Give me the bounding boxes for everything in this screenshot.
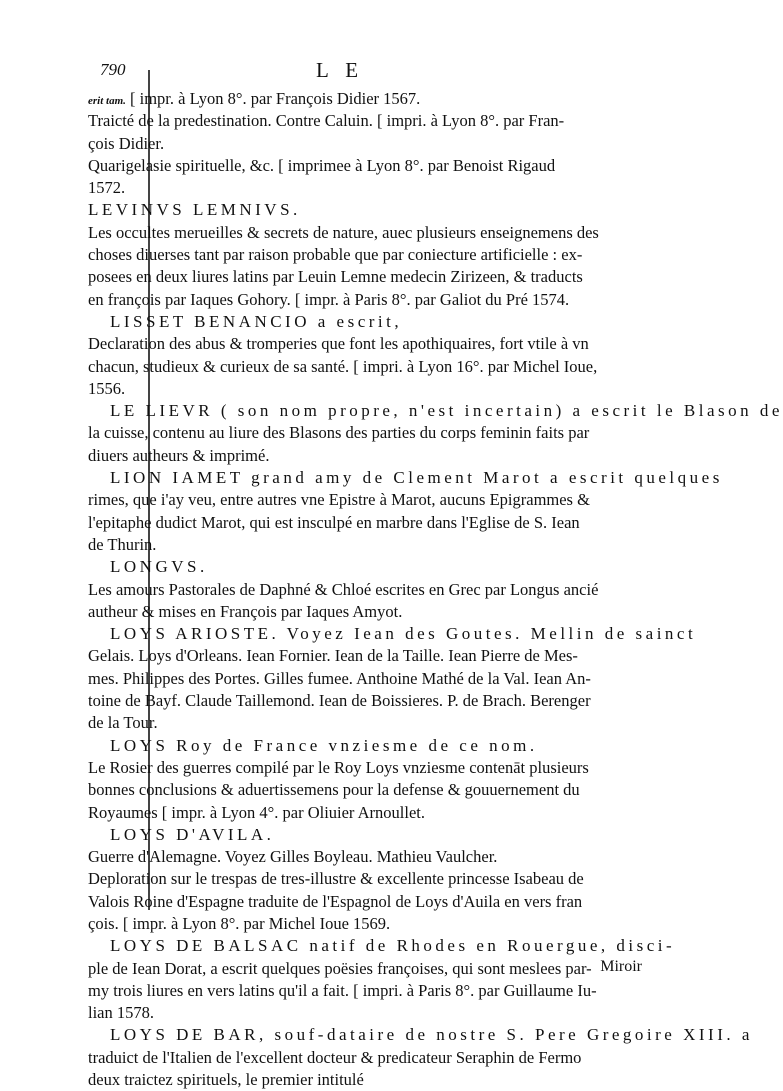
line-text: l'epitaphe dudict Marot, qui est insculpé en marbre dans l'Eglise de S. Iean	[88, 512, 580, 532]
line-text: de Thurin.	[88, 534, 157, 554]
text-line	[88, 289, 622, 311]
text-line	[88, 445, 622, 467]
line-text: LOYS D'AVILA.	[110, 824, 275, 844]
entry-heading	[88, 735, 622, 757]
entry-heading	[88, 199, 622, 221]
text-line	[88, 690, 622, 712]
line-text: deux traictez spirituels, le premier intitulé	[88, 1070, 364, 1090]
line-text: [ impr. à Lyon 8°. par François Didier 1567.	[130, 89, 421, 108]
line-text: Valois Roine d'Espagne traduite de l'Espagnol de Loys d'Auila en vers fran	[88, 891, 583, 911]
text-line	[88, 1002, 622, 1024]
line-text: Les amours Pastorales de Daphné & Chloé escrites en Grec par Longus ancié	[88, 579, 599, 599]
text-line	[88, 378, 622, 400]
line-text: LOYS Roy de France vnziesme de ce nom.	[110, 735, 538, 755]
line-text: traduict de l'Italien de l'excellent docteur & predicateur Seraphin de Fermo	[88, 1047, 582, 1067]
line-text: 1556.	[88, 378, 126, 398]
text-line	[88, 913, 622, 935]
text-line	[88, 155, 622, 177]
line-text: la cuisse, contenu au liure des Blasons des parties du corps feminin faits par	[88, 423, 590, 443]
line-text: autheur & mises en François par Iaques Amyot.	[88, 601, 403, 621]
line-text: LONGVS.	[110, 557, 208, 577]
text-line	[88, 980, 622, 1002]
text-line	[88, 712, 622, 734]
line-text: rimes, que i'ay veu, entre autres vne Epistre à Marot, aucuns Epigrammes &	[88, 490, 590, 510]
entry-heading	[88, 623, 697, 645]
entry-heading	[88, 1024, 753, 1046]
text-line	[88, 489, 622, 511]
text-line	[88, 668, 622, 690]
line-text: my trois liures en vers latins qu'il a fait. [ impri. à Paris 8°. par Guillaume Iu-	[88, 980, 597, 1000]
text-line	[88, 133, 622, 155]
line-text: 1572.	[88, 178, 126, 198]
line-text: LOYS DE BAR, souf-dataire de nostre S. Pere Gregoire XIII. a	[110, 1025, 753, 1045]
text-line	[88, 266, 622, 288]
line-text: posees en deux liures latins par Leuin Lemne medecin Zirizeen, & traducts	[88, 267, 583, 287]
line-text: LEVINVS LEMNIVS.	[88, 200, 301, 220]
text-line	[88, 1047, 622, 1069]
line-text: LE LIEVR ( son nom propre, n'est incertain) a escrit le Blason de	[110, 401, 783, 421]
line-text: Quarigelasie spirituelle, &c. [ imprimee à Lyon 8°. par Benoist Rigaud	[88, 155, 556, 175]
text-line	[88, 422, 622, 444]
entry-heading	[88, 311, 622, 333]
entry-heading	[88, 935, 676, 957]
entry-heading	[88, 824, 622, 846]
entry-heading	[88, 400, 783, 422]
text-line	[88, 601, 622, 623]
line-text: de la Tour.	[88, 713, 158, 733]
line-text: en françois par Iaques Gohory. [ impr. à Paris 8°. par Galiot du Pré 1574.	[88, 289, 570, 309]
text-line	[88, 891, 622, 913]
line-text: Traicté de la predestination. Contre Caluin. [ impri. à Lyon 8°. par Fran-	[88, 111, 565, 131]
running-head: L E	[316, 58, 365, 82]
text-line	[88, 579, 622, 601]
line-text: LION IAMET grand amy de Clement Marot a escrit quelques	[110, 468, 723, 488]
text-line	[88, 356, 622, 378]
text-line	[88, 868, 622, 890]
line-text: toine de Bayf. Claude Taillemond. Iean de Boissieres. P. de Brach. Berenger	[88, 691, 591, 711]
text-line	[88, 779, 622, 801]
line-text: lian 1578.	[88, 1003, 154, 1023]
line-text: Royaumes [ impr. à Lyon 4°. par Oliuier Arnoullet.	[88, 802, 426, 822]
text-line	[88, 757, 622, 779]
text-line	[88, 110, 622, 132]
line-text: Declaration des abus & tromperies que font les apothiquaires, fort vtile à vn	[88, 334, 589, 354]
line-text: choses diuerses tant par raison probable que par coniecture artificielle : ex-	[88, 245, 583, 265]
text-line	[88, 846, 622, 868]
text-body	[88, 88, 783, 1091]
text-line	[88, 534, 622, 556]
line-text: Gelais. Loys d'Orleans. Iean Fornier. Iean de la Taille. Iean Pierre de Mes-	[88, 646, 578, 666]
line-text: ple de Iean Dorat, a escrit quelques poësies françoises, qui sont meslees par-	[88, 958, 592, 978]
catchword: Miroir	[600, 958, 642, 975]
line-text: LOYS ARIOSTE. Voyez Iean des Goutes. Mellin de sainct	[110, 624, 697, 644]
line-text: Deploration sur le trespas de tres-illustre & excellente princesse Isabeau de	[88, 869, 584, 889]
line-text: çois. [ impr. à Lyon 8°. par Michel Ioue 1569.	[88, 913, 391, 933]
text-line	[88, 88, 622, 110]
line-text: LISSET BENANCIO a escrit,	[110, 311, 403, 331]
entry-heading	[88, 556, 622, 578]
line-text: Les occultes merueilles & secrets de nature, auec plusieurs enseignemens des	[88, 222, 599, 242]
text-line	[88, 177, 622, 199]
text-line	[88, 333, 622, 355]
entry-heading	[88, 467, 723, 489]
text-line	[88, 958, 622, 980]
line-text: mes. Philippes des Portes. Gilles fumee. Anthoine Mathé de la Val. Iean An-	[88, 668, 591, 688]
line-text: Guerre d'Alemagne. Voyez Gilles Boyleau. Mathieu Vaulcher.	[88, 847, 498, 867]
line-text: diuers autheurs & imprimé.	[88, 445, 270, 465]
page-number: 790	[100, 60, 126, 79]
line-text: bonnes conclusions & aduertissemens pour la defense & gouuernement du	[88, 780, 580, 800]
text-line	[88, 512, 622, 534]
line-text: LOYS DE BALSAC natif de Rhodes en Rouergue, disci-	[110, 936, 676, 956]
line-text: Le Rosier des guerres compilé par le Roy Loys vnziesme contenāt plusieurs	[88, 757, 589, 777]
text-line	[88, 645, 622, 667]
line-text: çois Didier.	[88, 133, 165, 153]
line-text: chacun, studieux & curieux de sa santé. [ impri. à Lyon 16°. par Michel Ioue,	[88, 356, 598, 376]
text-line	[88, 244, 622, 266]
page-header	[100, 60, 600, 86]
text-line	[88, 802, 622, 824]
text-line	[88, 1069, 622, 1091]
margin-note: erit tam.	[88, 95, 126, 107]
text-line	[88, 222, 622, 244]
